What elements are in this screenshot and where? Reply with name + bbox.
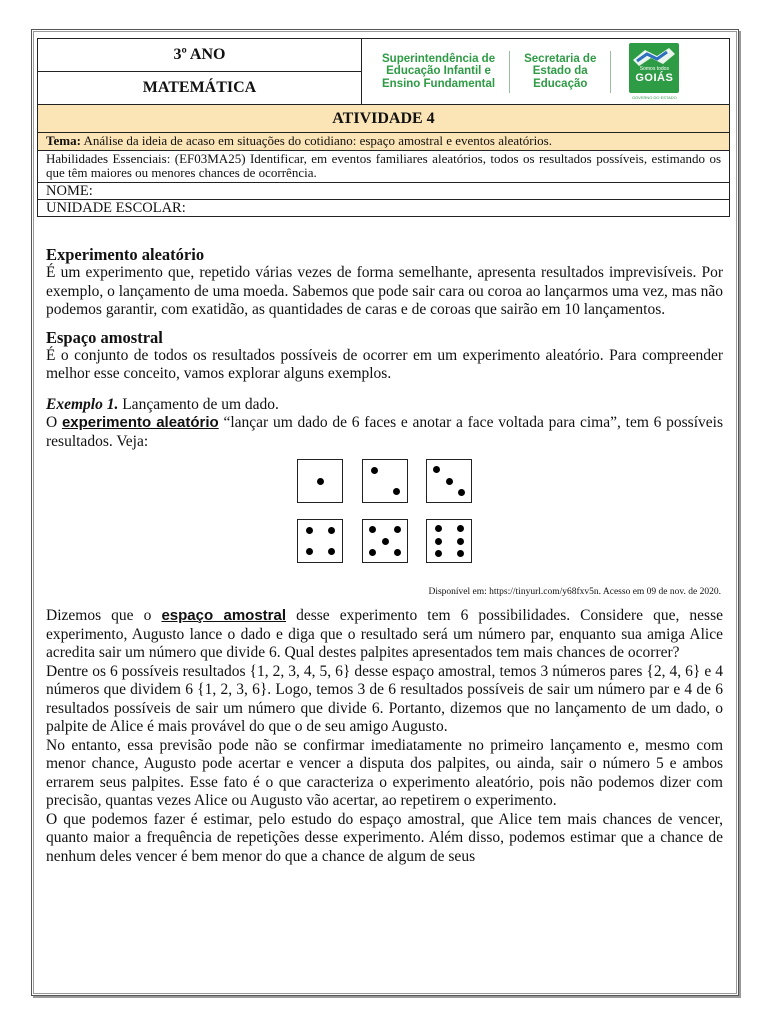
die-pip (457, 538, 464, 545)
die-pip (317, 478, 324, 485)
header-left (38, 39, 362, 104)
goias-caption: GOVERNO DO ESTADO (631, 95, 677, 100)
nome-field: NOME: (37, 183, 730, 200)
paragraph-espaco-amostral (46, 607, 723, 663)
die-pip (433, 466, 440, 473)
p4-pre: Dizemos que o (46, 607, 162, 624)
goias-emblem (629, 43, 679, 93)
die-face-2 (362, 459, 408, 503)
header-logos (362, 39, 729, 104)
die-pip (446, 478, 453, 485)
logo-right-line: Estado da (532, 65, 588, 78)
dice-figure (46, 451, 723, 601)
heading-experimento: Experimento aleatório (46, 245, 205, 264)
logo-divider (610, 51, 611, 93)
tema-text: Análise da ideia de acaso em situações do cotidiano: espaço amostral e eventos aleatórios. (80, 133, 552, 148)
example-text: Lançamento de um dado. (118, 395, 279, 413)
die-pip (458, 489, 465, 496)
espaco-amostral-term: espaço amostral (161, 607, 287, 624)
die-face-5 (362, 519, 408, 563)
paragraph-previsao: No entanto, essa previsão pode não se confirmar imediatamente no primeiro lançamento e, mesmo com menor chance, Augusto pode acertar e vencer a disputa dos palpites, ou ainda, sair o número 5 e ambos errarem seus palpites. Esse fato é o que caracteriza o experimento aleatório, pois não podemos dizer com precisão, quantas vezes Alice ou Augusto vão acertar, ao repetirem o experimento. (46, 736, 723, 809)
header-table (37, 38, 730, 217)
example-label: Exemplo 1. (46, 395, 119, 413)
secretaria-logo (524, 53, 596, 91)
logo-divider (509, 51, 510, 93)
die-pip (435, 550, 442, 557)
subject-label: MATEMÁTICA (142, 79, 257, 96)
superintendencia-logo (382, 53, 495, 91)
die-face-4 (297, 519, 343, 563)
p3-post: “lançar um dado de 6 faces e anotar a face voltada para cima”, tem 6 possíveis resultados. Veja: (46, 414, 723, 450)
die-pip (306, 548, 313, 555)
die-face-6 (426, 519, 472, 563)
tema-row (37, 133, 730, 151)
die-pip (369, 526, 376, 533)
die-pip (457, 525, 464, 532)
paragraph-estimar: O que podemos fazer é estimar, pelo estudo do espaço amostral, que Alice tem mais chances de vencer, quanto maior a frequência de repetições desse experimento. Além disso, podemos estimar que a chance de nenhum deles vencer é bem menor do que a chance de algum de seus (46, 810, 723, 865)
paragraph-dado (46, 414, 723, 451)
p4-post: desse experimento tem 6 possibilidades. Considere que, nesse experimento, Augusto lance o dado e diga que o resultado será um número par, enquanto sua amiga Alice acredita sair um número que divide 6. Qual destes palpites apresentados tem mais chances de ocorrer? (46, 607, 724, 661)
activity-title: ATIVIDADE 4 (37, 105, 730, 133)
experimento-aleatorio-term: experimento aleatório (61, 414, 219, 431)
grade-label: 3º ANO (38, 39, 361, 72)
logo-left-line: Superintendência de (382, 52, 496, 65)
image-source: Disponível em: https://tinyurl.com/y68fxv5n. Acesso em 09 de nov. de 2020. (428, 586, 721, 597)
die-face-3 (426, 459, 472, 503)
die-pip (394, 549, 401, 556)
die-face-1 (297, 459, 343, 503)
goias-flag-icon (629, 46, 679, 68)
die-pip (328, 527, 335, 534)
example-heading (46, 396, 723, 415)
paragraph-espaco: É o conjunto de todos os resultados possíveis de ocorrer em um experimento aleatório. Para compreender melhor esse conceito, vamos explorar alguns exemplos. (46, 346, 723, 382)
die-pip (371, 467, 378, 474)
main-content (46, 245, 723, 866)
die-pip (435, 525, 442, 532)
tema-label: Tema: (46, 133, 81, 148)
die-pip (435, 538, 442, 545)
die-pip (306, 527, 313, 534)
goias-logo (629, 43, 679, 100)
die-pip (394, 526, 401, 533)
heading-espaco: Espaço amostral (46, 327, 163, 347)
die-pip (328, 548, 335, 555)
header-top (37, 38, 730, 105)
p3-pre: O (46, 414, 62, 431)
unidade-field: UNIDADE ESCOLAR: (37, 200, 730, 217)
die-pip (382, 538, 389, 545)
goias-tagline: Somos todos (639, 66, 669, 72)
paragraph-resultados: Dentre os 6 possíveis resultados {1, 2, 3, 4, 5, 6} desse espaço amostral, temos 3 números pares {2, 4, 6} e 4 números que dividem 6 {1, 2, 3, 6}. Logo, temos 3 de 6 resultados possíveis de sair um número par e 4 de 6 resultados possíveis de sair um número que divide 6. Portanto, dizemos que no lançamento de um dado, o palpite de Alice é mais provável do que o de seu amigo Augusto. (46, 662, 723, 735)
die-pip (393, 488, 400, 495)
logo-right-line: Secretaria de (524, 52, 597, 65)
habilidades-row: Habilidades Essenciais: (EF03MA25) Identificar, em eventos familiares aleatórios, todos os resultados possíveis, estimando os que têm maiores ou menores chances de ocorrência. (37, 151, 730, 183)
die-pip (369, 549, 376, 556)
logo-right-line: Educação (533, 77, 588, 90)
die-pip (457, 550, 464, 557)
logo-left-line: Educação Infantil e (386, 65, 491, 78)
logo-left-line: Ensino Fundamental (382, 77, 496, 90)
goias-word: GOIÁS (635, 72, 674, 84)
paragraph-experimento: É um experimento que, repetido várias vezes de forma semelhante, apresenta resultados imprevisíveis. Por exemplo, o lançamento de uma moeda. Sabemos que pode sair cara ou coroa ao lançarmos uma vez, mas não podemos garantir, com exatidão, as quantidades de caras e de coroas que sairão em 10 lançamentos. (46, 264, 724, 318)
